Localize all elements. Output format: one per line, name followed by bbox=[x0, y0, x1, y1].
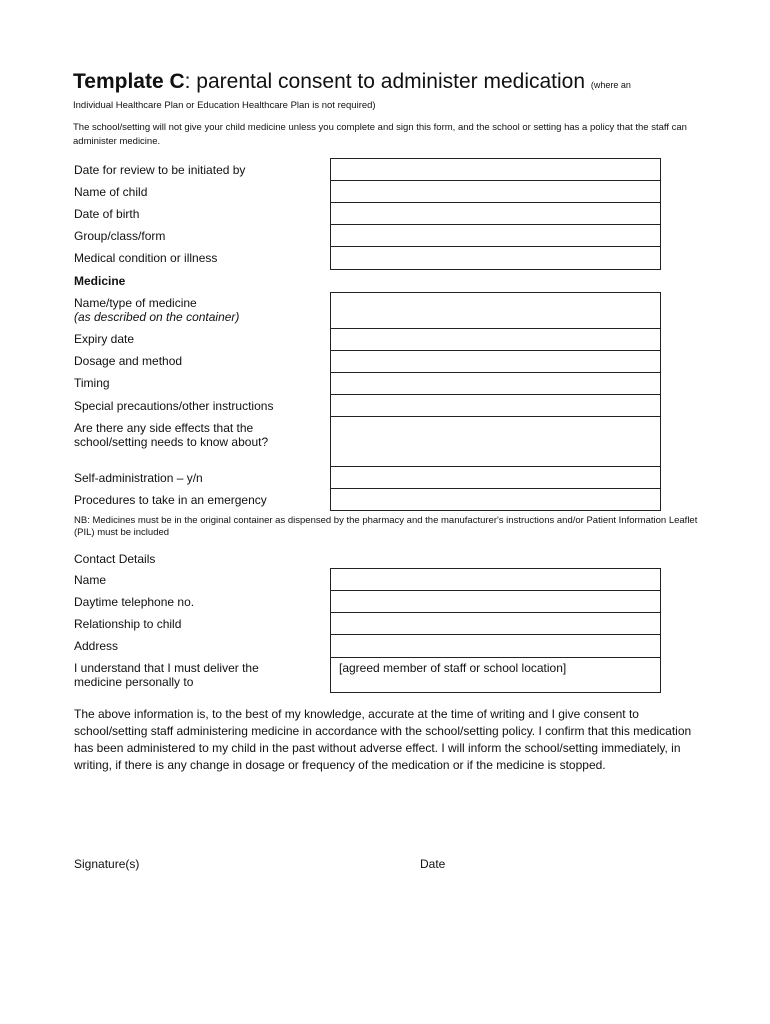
expiry-field[interactable] bbox=[330, 328, 661, 351]
timing-label: Timing bbox=[74, 376, 110, 390]
medicine-name-note: (as described on the container) bbox=[74, 310, 240, 324]
side-effects-line2: school/setting needs to know about? bbox=[74, 435, 269, 449]
nb-note: NB: Medicines must be in the original container as dispensed by the pharmacy and the manufacturer's instructions and/or Patient Information Leaflet (PIL) must be included bbox=[74, 515, 698, 538]
address-label: Address bbox=[74, 639, 119, 653]
group-label: Group/class/form bbox=[74, 229, 166, 243]
self-admin-label: Self-administration – y/n bbox=[74, 471, 203, 485]
contact-name-label: Name bbox=[74, 573, 107, 587]
phone-field[interactable] bbox=[330, 590, 661, 613]
title-note: (where an bbox=[590, 80, 631, 90]
side-effects-line1: Are there any side effects that the bbox=[74, 421, 254, 435]
signature-label: Signature(s) bbox=[74, 857, 140, 871]
review-date-label: Date for review to be initiated by bbox=[74, 163, 246, 177]
medicine-heading: Medicine bbox=[74, 274, 126, 288]
side-effects-field[interactable] bbox=[330, 416, 661, 467]
address-field[interactable] bbox=[330, 634, 661, 658]
review-date-field[interactable] bbox=[330, 158, 661, 181]
dob-label: Date of birth bbox=[74, 207, 140, 221]
group-field[interactable] bbox=[330, 224, 661, 247]
emergency-label: Procedures to take in an emergency bbox=[74, 493, 267, 507]
page-subtitle: Individual Healthcare Plan or Education Healthcare Plan is not required) bbox=[73, 100, 376, 111]
medicine-name-text: Name/type of medicine bbox=[74, 296, 197, 310]
emergency-field[interactable] bbox=[330, 488, 661, 511]
dob-field[interactable] bbox=[330, 202, 661, 225]
title-bold: Template C bbox=[73, 70, 185, 93]
relationship-label: Relationship to child bbox=[74, 617, 182, 631]
condition-field[interactable] bbox=[330, 246, 661, 270]
medicine-name-label bbox=[74, 296, 239, 324]
timing-field[interactable] bbox=[330, 372, 661, 395]
intro-text: The school/setting will not give your child medicine unless you complete and sign this form, and the school or setting has a policy that the staff can administer medicine. bbox=[73, 122, 687, 147]
precautions-label: Special precautions/other instructions bbox=[74, 399, 274, 413]
expiry-label: Expiry date bbox=[74, 332, 135, 346]
relationship-field[interactable] bbox=[330, 612, 661, 635]
deliver-field[interactable] bbox=[330, 657, 661, 693]
page-title bbox=[73, 68, 733, 99]
precautions-field[interactable] bbox=[330, 394, 661, 417]
deliver-line2: medicine personally to bbox=[74, 675, 194, 689]
child-name-label: Name of child bbox=[74, 185, 148, 199]
self-admin-field[interactable] bbox=[330, 466, 661, 489]
deliver-label bbox=[74, 661, 259, 689]
deliver-value: [agreed member of staff or school location] bbox=[339, 661, 567, 675]
child-name-field[interactable] bbox=[330, 180, 661, 203]
medicine-name-field[interactable] bbox=[330, 292, 661, 329]
condition-label: Medical condition or illness bbox=[74, 251, 218, 265]
date-label: Date bbox=[420, 857, 446, 871]
contact-name-field[interactable] bbox=[330, 568, 661, 591]
contact-heading: Contact Details bbox=[74, 552, 156, 566]
dosage-field[interactable] bbox=[330, 350, 661, 373]
deliver-line1: I understand that I must deliver the bbox=[74, 661, 259, 675]
phone-label: Daytime telephone no. bbox=[74, 595, 195, 609]
dosage-label: Dosage and method bbox=[74, 354, 183, 368]
declaration-text: The above information is, to the best of my knowledge, accurate at the time of writing and I give consent to school/setting staff administering medicine in accordance with the school/setting policy. I confirm that this medication has been administered to my child in the past without adverse effect. I will inform the school/setting immediately, in writing, if there is any change in dosage or frequency of the medication or if the medicine is stopped. bbox=[74, 707, 692, 772]
side-effects-label bbox=[74, 421, 268, 449]
title-rest: : parental consent to administer medication bbox=[184, 70, 586, 93]
